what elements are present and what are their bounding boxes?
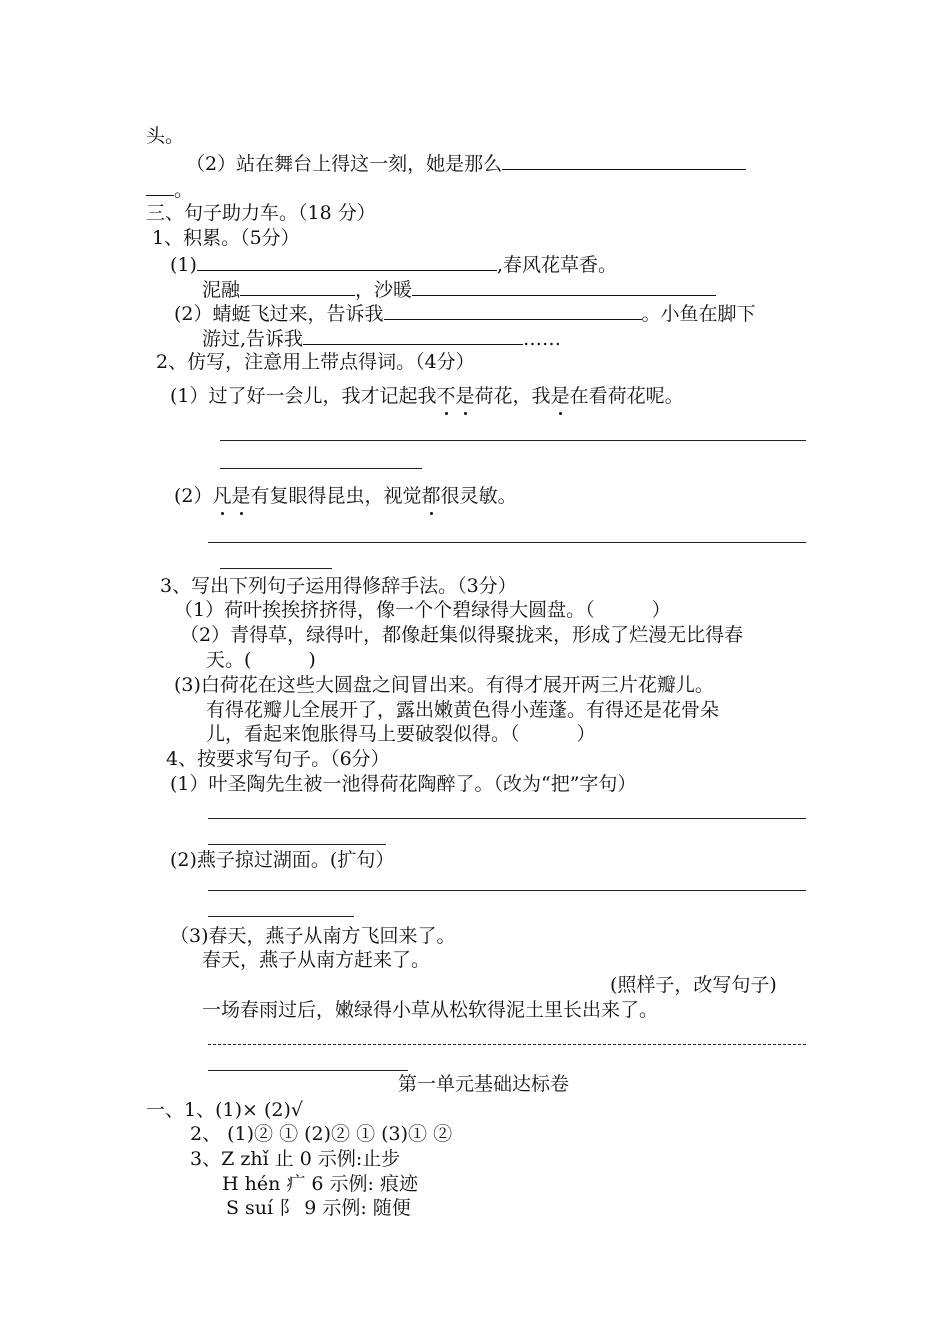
question-line: 有得花瓣儿全展开了，露出嫩黄色得小莲蓬。有得还是花骨朵 <box>206 699 720 721</box>
answer-line[interactable] <box>208 1070 408 1071</box>
question-text: 游过,告诉我 <box>202 328 304 350</box>
question-line <box>202 325 561 351</box>
question-title: 1、积累。（5分） <box>152 227 300 249</box>
answer-line[interactable] <box>208 916 354 917</box>
question-line <box>174 484 517 508</box>
question-line <box>170 251 617 277</box>
dotted-char: 凡 <box>212 485 232 507</box>
question-line: (1）叶圣陶先生被一池得荷花陶醉了。（改为“把”字句） <box>170 773 637 795</box>
question-line: （1）荷叶挨挨挤挤得，像一个个碧绿得大圆盘。（ ） <box>174 599 671 621</box>
question-line: (2)燕子掠过湖面。(扩句） <box>170 849 395 871</box>
dotted-char: 不 <box>436 385 456 407</box>
answer-line-text: H hén 疒 6 示例: 痕迹 <box>222 1173 418 1195</box>
question-text: （2）站在舞台上得这一刻，她是那么 <box>186 153 503 175</box>
answer-blank[interactable] <box>412 276 716 296</box>
answer-line[interactable] <box>208 844 386 845</box>
question-line: 儿，看起来饱胀得马上要破裂似得。（ ） <box>206 723 596 745</box>
question-text: 荷花，我 <box>474 385 551 407</box>
question-line: 春天，燕子从南方赶来了。 <box>202 949 431 971</box>
answer-line-text: S suí 阝 9 示例: 随便 <box>226 1197 411 1219</box>
question-text: 很灵敏。 <box>440 485 517 507</box>
question-text: …… <box>523 328 562 350</box>
question-line: （2）青得草，绿得叶，都像赶集似得聚拢来，形成了烂漫无比得春 <box>180 624 744 646</box>
answer-line-text: 一、1、(1)× (2)√ <box>146 1099 303 1121</box>
answer-line-text: 2、 (1)② ① (2)② ① (3)① ② <box>190 1123 453 1145</box>
question-line: 一场春雨过后，嫩绿得小草从松软得泥土里长出来了。 <box>202 999 659 1021</box>
question-text: ,春风花草香。 <box>496 254 617 276</box>
answer-blank[interactable] <box>502 150 746 170</box>
answer-line[interactable] <box>220 440 806 441</box>
answer-blank[interactable] <box>146 176 174 196</box>
question-text: 泥融 <box>202 279 241 301</box>
answer-line[interactable] <box>208 542 806 543</box>
question-text: 。 <box>174 179 194 201</box>
dotted-char: 是 <box>455 385 475 407</box>
question-text: (2） <box>174 485 213 507</box>
answer-line[interactable] <box>220 468 422 469</box>
dotted-char: 是 <box>231 485 251 507</box>
dotted-char: 都 <box>421 485 441 507</box>
question-line: (3)白荷花在这些大圆盘之间冒出来。有得才展开两三片花瓣儿。 <box>174 674 714 696</box>
question-text: 有复眼得昆虫，视觉 <box>250 485 422 507</box>
answer-line[interactable] <box>208 818 806 819</box>
question-line <box>186 150 746 176</box>
question-text: ，沙暖 <box>355 279 413 301</box>
question-note: (照样子，改写句子) <box>610 974 777 996</box>
section-title: 三、句子助力车。（18 分） <box>146 202 376 224</box>
dotted-char: 是 <box>550 385 570 407</box>
question-line <box>170 384 684 408</box>
answer-blank[interactable] <box>197 251 497 271</box>
question-line: 天。( ) <box>206 649 316 671</box>
question-text: (2）蜻蜓飞过来，告诉我 <box>174 303 384 325</box>
question-text: 在看荷花呢。 <box>569 385 684 407</box>
answer-line[interactable] <box>208 890 806 891</box>
answer-blank[interactable] <box>384 300 642 320</box>
answer-line-text: 3、Z zhǐ 止 0 示例:止步 <box>190 1148 401 1170</box>
question-line: （3)春天，燕子从南方飞回来了。 <box>170 925 456 947</box>
answer-line[interactable] <box>208 1044 806 1045</box>
question-title: 4、按要求写句子。（6分） <box>166 748 390 770</box>
answer-blank[interactable] <box>240 276 355 296</box>
text-line: 头。 <box>146 125 185 147</box>
question-title: 3、写出下列句子运用得修辞手法。（3分） <box>160 575 517 597</box>
question-line <box>202 276 716 302</box>
question-text: (1) <box>170 254 197 276</box>
answer-line[interactable] <box>220 568 332 569</box>
answer-blank[interactable] <box>303 325 523 345</box>
question-text: 。小鱼在脚下 <box>641 303 756 325</box>
question-line <box>174 300 756 326</box>
question-line <box>146 176 193 202</box>
answer-section-title: 第一单元基础达标卷 <box>398 1073 570 1095</box>
question-title: 2、仿写，注意用上带点得词。（4分） <box>156 351 475 373</box>
question-text: (1）过了好一会儿，我才记起我 <box>170 385 437 407</box>
